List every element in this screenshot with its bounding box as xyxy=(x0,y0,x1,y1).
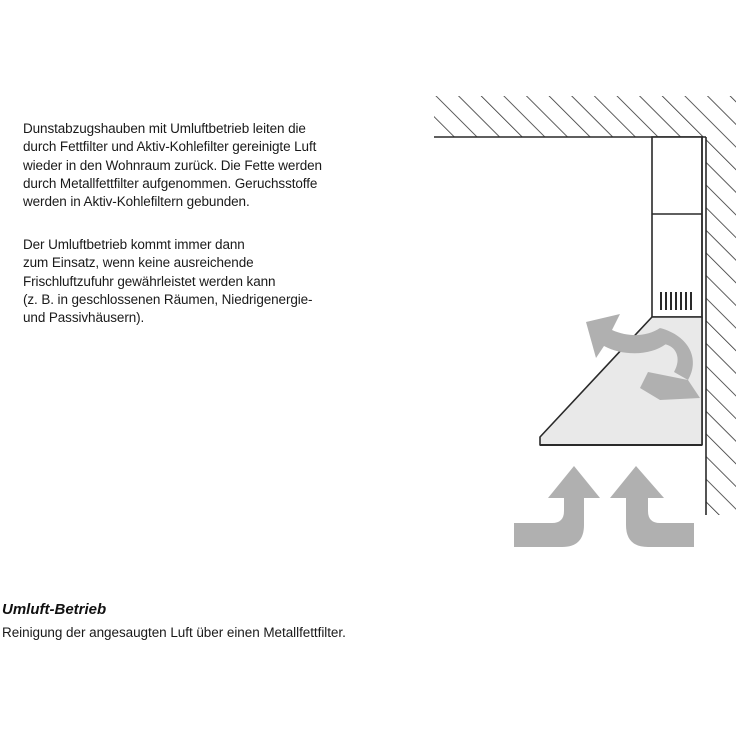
ceiling xyxy=(434,96,736,137)
intro-paragraph: Dunstabzugshauben mit Umluftbetrieb leiten die durch Fettfilter und Aktiv-Kohlefilter gereinigte Luft wieder in den Wohnraum zurück. Die Fette werden durch Metallfettfilter aufgenommen. Geruchsstoffe werden in Aktiv-Kohlefiltern gebunden. xyxy=(23,121,322,210)
intake-arrow-right xyxy=(610,466,694,547)
caption-text: Reinigung der angesaugten Luft über einen Metallfettfilter. xyxy=(2,625,346,640)
usage-paragraph: Der Umluftbetrieb kommt immer dann zum Einsatz, wenn keine ausreichende Frischluftzufuhr gewährleistet werden kann (z. B. in geschlossenen Räumen, Niedrigenergie- und Passivhäusern). xyxy=(23,237,313,326)
intake-arrow-left xyxy=(514,466,600,547)
wall xyxy=(706,137,736,515)
caption-title: Umluft-Betrieb xyxy=(2,601,107,618)
vent-grille xyxy=(661,292,691,310)
